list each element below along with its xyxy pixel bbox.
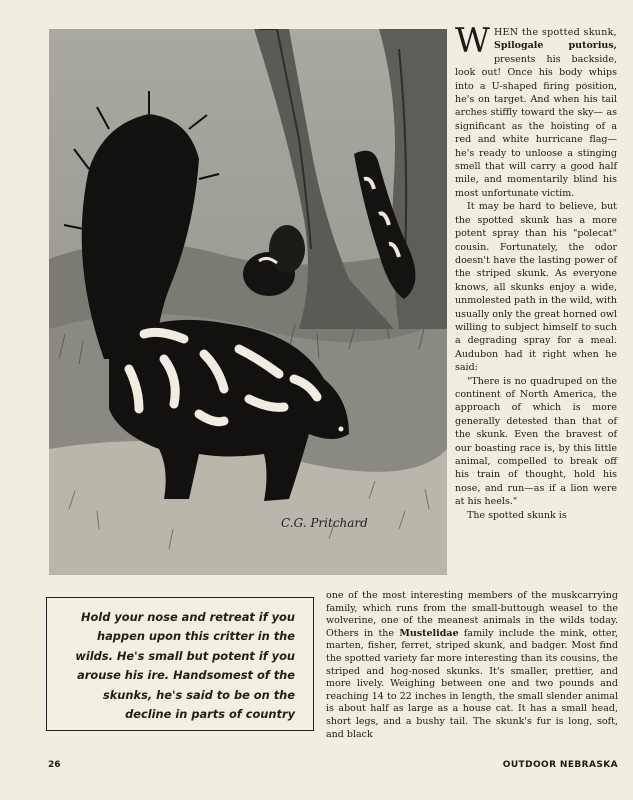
skunk-illustration [49, 29, 447, 575]
magazine-title: OUTDOOR NEBRASKA [502, 760, 618, 770]
family-name: Mustelidae [399, 627, 459, 639]
scientific-name: Spilogale putorius, [493, 40, 617, 52]
caption-box [46, 597, 314, 731]
caption-text: Hold your nose and retreat if you happen upon this critter in the wilds. He's small but potent if you arouse his ire. Handsomest of the skunks, he's said to be on the decline in parts of country [75, 610, 295, 722]
paragraph-4-continued: one of the most interesting members of the muskcarrying family, which runs from the small-buttough weasel to the wolverine, one of the meanest animals in the wilds today. Others in the Mustelidae family include the mink, otter, marten, fisher, ferret, striped skunk, and badger. Most find the spotted variety far more interesting than its cousins, the striped and hog-nosed skunks. It's smaller, prettier, and more lively. Weighing between one and two pounds and reaching 14 to 22 inches in length, the small slender animal is about half as large as a house cat. It has a small head, short legs, and a bushy tail. The skunk's fur is long, soft, and black [326, 590, 618, 740]
drop-cap: W [455, 21, 490, 61]
paragraph-2: It may be hard to believe, but the spotted skunk has a more potent spray than his "polecat" cousin. Fortunately, the odor doesn't have the lasting power of the striped skunk. As everyone knows, all skunks enjoy a wide, unmolested path in the wild, with usually only the great horned owl willing to subject himself to such a degrading spray for a meal. Audubon had it right when he said: [455, 201, 617, 374]
lead-paragraph: WHEN the spotted skunk, Spilogale putorius, presents his backside, look out! Once his body whips into a U-shaped firing position, he's on target. And when his tail arches stiffly toward the sky— as significant as the hoisting of a red and white hurricane flag—he's ready to unloose a stinging smell that will carry a good half mile, and momentarily blind his most unfortunate victim. [455, 21, 617, 199]
article-bottom-column [326, 590, 618, 741]
page-number: 26 [48, 760, 61, 770]
audubon-quote: "There is no quadruped on the continent of North America, the approach of which is more generally detested than that of the skunk. Even the bravest of our boasting race is, by this little animal, compelled to break off his train of thought, hold his nose, and run—as if a lion were at his heels." [455, 375, 617, 508]
artist-signature: C.G. Pritchard [281, 516, 368, 530]
paragraph-4-start: The spotted skunk is [467, 509, 567, 521]
article-right-column [455, 21, 617, 522]
